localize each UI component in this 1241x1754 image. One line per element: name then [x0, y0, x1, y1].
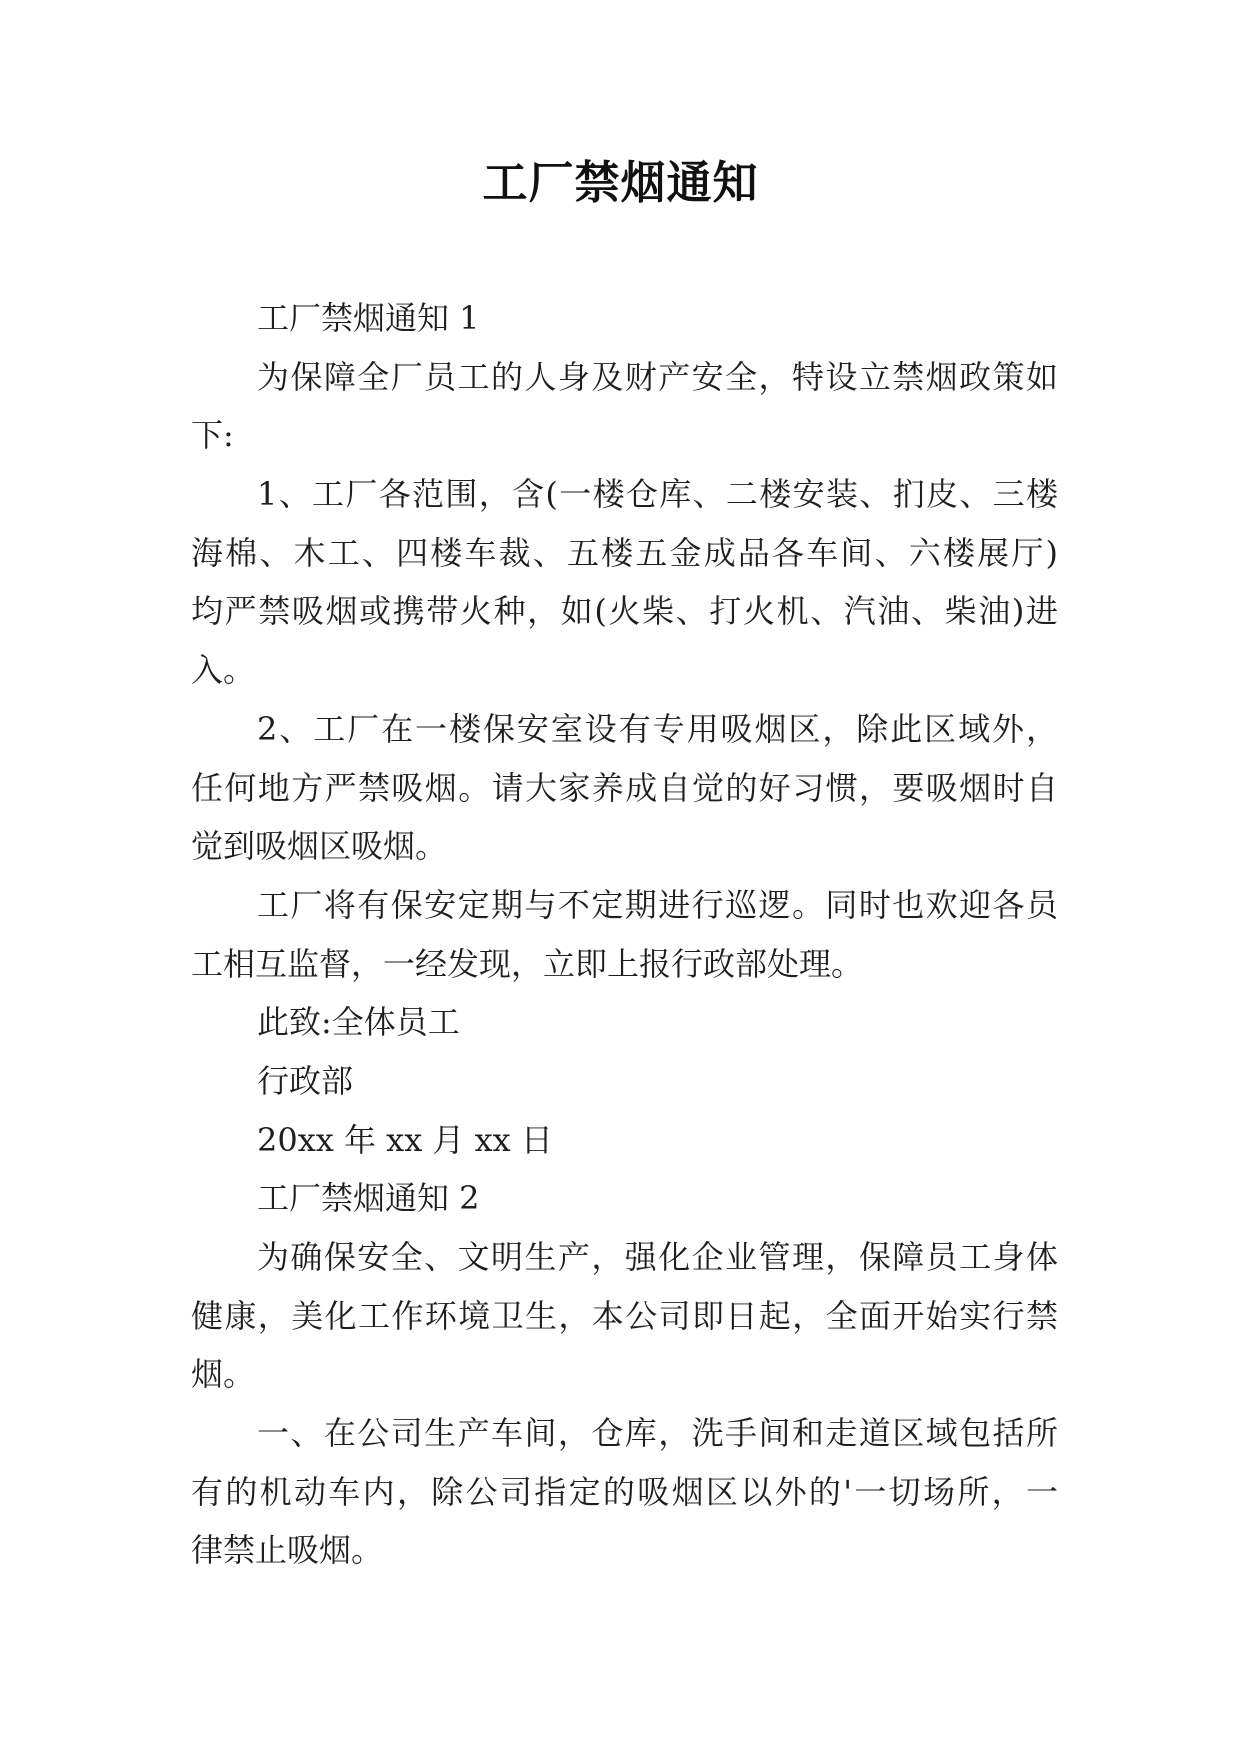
paragraph	[191, 289, 1058, 348]
text-line: 行政部	[257, 1061, 354, 1100]
text-line: 20xx 年 xx 月 xx 日	[257, 1120, 553, 1159]
text-line: 下:	[191, 416, 234, 455]
text-line: 工厂禁烟通知 2	[257, 1179, 480, 1218]
text-line: 均严禁吸烟或携带火种，如(火柴、打火机、汽油、柴油)进	[191, 592, 1058, 631]
text-line: 有的机动车内，除公司指定的吸烟区以外的'一切场所，一	[191, 1472, 1058, 1511]
paragraph	[191, 465, 1058, 700]
text-line: 为保障全厂员工的人身及财产安全，特设立禁烟政策如	[257, 357, 1058, 396]
text-line: 律禁止吸烟。	[191, 1531, 384, 1570]
text-line: 觉到吸烟区吸烟。	[191, 827, 448, 866]
paragraph	[191, 1404, 1058, 1580]
text-line: 入。	[191, 651, 256, 690]
document-body	[191, 289, 1058, 1580]
paragraph	[191, 993, 1058, 1052]
text-line: 此致:全体员工	[257, 1003, 460, 1042]
document-title: 工厂禁烟通知	[482, 156, 759, 209]
paragraph	[191, 876, 1058, 993]
text-line: 一、在公司生产车间，仓库，洗手间和走道区域包括所	[257, 1414, 1058, 1453]
paragraph	[191, 1111, 1058, 1170]
paragraph	[191, 348, 1058, 465]
text-line: 2、工厂在一楼保安室设有专用吸烟区，除此区域外，	[257, 709, 1058, 748]
paragraph	[191, 1052, 1058, 1111]
text-line: 海棉、木工、四楼车裁、五楼五金成品各车间、六楼展厅)	[191, 533, 1058, 572]
paragraph	[191, 700, 1058, 876]
paragraph	[191, 1169, 1058, 1228]
text-line: 健康，美化工作环境卫生，本公司即日起，全面开始实行禁	[191, 1296, 1058, 1335]
text-line: 为确保安全、文明生产，强化企业管理，保障员工身体	[257, 1238, 1058, 1276]
text-line: 工相互监督，一经发现，立即上报行政部处理。	[191, 944, 864, 983]
paragraph	[191, 1228, 1058, 1404]
text-line: 烟。	[191, 1355, 256, 1394]
text-line: 1、工厂各范围，含(一楼仓库、二楼安装、扪皮、三楼	[257, 475, 1058, 514]
text-line: 任何地方严禁吸烟。请大家养成自觉的好习惯，要吸烟时自	[191, 768, 1058, 807]
text-line: 工厂禁烟通知 1	[257, 299, 480, 337]
text-line: 工厂将有保安定期与不定期进行巡逻。同时也欢迎各员	[257, 885, 1058, 924]
